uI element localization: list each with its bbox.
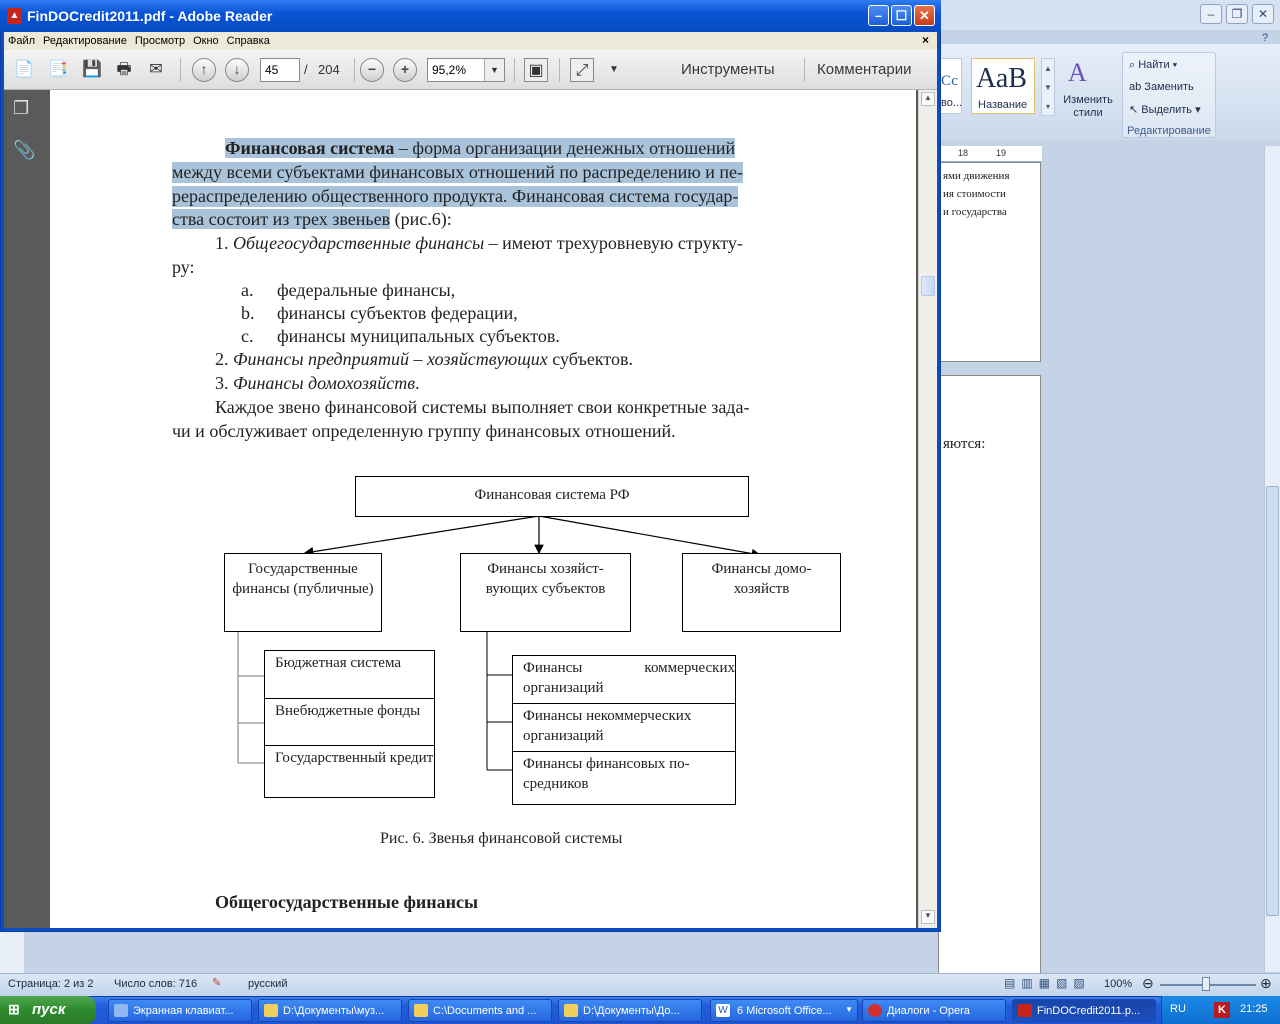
status-language[interactable]: русский <box>248 978 288 990</box>
start-label: пуск <box>32 1001 66 1018</box>
zoom-value: 95,2% <box>432 63 467 77</box>
ruler-mark: 19 <box>996 148 1007 158</box>
diagram-node-intermediaries: Финансы финансовых по-средников <box>512 751 736 805</box>
taskbar-item-label: FinDOCredit2011.p... <box>1037 1005 1141 1017</box>
scroll-up-button[interactable]: ▲ <box>921 92 935 106</box>
pages-panel-icon[interactable]: ❐ <box>13 98 30 118</box>
taskbar-item[interactable] <box>558 999 702 1022</box>
word-document-page[interactable] <box>938 375 1041 975</box>
antivirus-icon[interactable]: K <box>1214 1002 1230 1018</box>
edit-pdf-icon[interactable]: 📑 <box>48 61 68 78</box>
zoom-slider-thumb[interactable] <box>1202 977 1210 991</box>
pdf-vertical-scrollbar[interactable] <box>918 90 937 928</box>
adobe-menubar <box>4 32 937 50</box>
status-zoom-level[interactable]: 100% <box>1104 978 1133 990</box>
taskbar-item-label: Экранная клавиат... <box>133 1005 234 1017</box>
taskbar-item-label: C:\Documents and ... <box>433 1005 537 1017</box>
clock[interactable]: 21:25 <box>1240 1003 1268 1015</box>
status-word-count[interactable]: Число слов: 716 <box>114 978 198 990</box>
zoom-in-button[interactable]: + <box>393 58 417 82</box>
diagram-node-household-finance: Финансы домо-хозяйств <box>682 553 841 632</box>
previous-page-button[interactable]: ↑ <box>192 58 216 82</box>
toolbar-separator <box>559 58 560 82</box>
doc-text-line: ями движения <box>943 170 1010 182</box>
style-gallery-scroll[interactable]: ▲ ▼ ▾ <box>1041 58 1055 116</box>
toolbar-separator <box>180 58 181 82</box>
change-styles-icon: A <box>1068 58 1087 87</box>
zoom-out-icon[interactable]: ⊖ <box>1142 975 1154 991</box>
fit-page-icon[interactable]: ▣ <box>524 58 548 82</box>
word-status-bar <box>0 973 1280 996</box>
pdf-icon <box>1018 1004 1032 1017</box>
minimize-button[interactable]: – <box>868 5 889 26</box>
editing-group <box>1122 52 1216 138</box>
save-icon[interactable]: 💾 <box>82 61 102 78</box>
style-sample-text: Сс <box>941 73 958 89</box>
editing-group-label: Редактирование <box>1127 125 1211 137</box>
folder-icon <box>414 1004 428 1017</box>
adobe-titlebar <box>0 0 941 32</box>
word-document-page[interactable] <box>938 162 1041 362</box>
diagram-root-box: Финансовая система РФ <box>355 476 749 517</box>
diagram-connectors <box>50 90 916 850</box>
scroll-down-button[interactable]: ▼ <box>921 910 935 924</box>
create-pdf-icon[interactable]: 📄 <box>14 61 34 78</box>
taskbar-item[interactable] <box>862 999 1006 1022</box>
fullscreen-icon[interactable]: ⤢ <box>570 58 594 82</box>
select-button[interactable]: ↖ Выделить ▾ <box>1129 104 1201 116</box>
opera-icon <box>868 1004 882 1017</box>
window-title: FinDOCredit2011.pdf - Adobe Reader <box>27 8 273 24</box>
pdf-text-line: Каждое звено финансовой системы выполняет свои конкретные зада- <box>215 397 750 417</box>
style-sample-text: АаВ <box>976 63 1027 94</box>
next-page-button[interactable]: ↓ <box>225 58 249 82</box>
list-text: . <box>415 373 420 393</box>
find-label: Найти <box>1138 59 1170 71</box>
taskbar-item[interactable] <box>408 999 552 1022</box>
toolbar-more-icon[interactable]: ▼ <box>609 64 619 75</box>
menu-window[interactable]: Окно <box>193 35 219 47</box>
taskbar-group-office[interactable] <box>710 999 858 1022</box>
scroll-thumb[interactable] <box>921 276 935 296</box>
pdf-text-line: чи и обслуживает определенную группу финансовых отношений. <box>172 421 676 441</box>
taskbar-item-label: 6 Microsoft Office... <box>737 1005 832 1017</box>
select-label: Выделить <box>1141 104 1193 116</box>
doc-text-line: ия стоимости <box>943 188 1006 200</box>
style-label: во... <box>941 97 963 109</box>
doc-text-line: и государства <box>943 206 1007 218</box>
taskbar-item-label: D:\Документы\муз... <box>283 1005 385 1017</box>
sublist-item: финансы муниципальных субъектов. <box>277 326 560 346</box>
taskbar-item-active[interactable] <box>1012 999 1156 1022</box>
menu-file[interactable]: Файл <box>8 35 36 47</box>
taskbar-item-label: Диалоги - Opera <box>887 1005 970 1017</box>
menu-view[interactable]: Просмотр <box>134 35 186 47</box>
chevron-down-icon: ▼ <box>845 1005 853 1014</box>
style-label: Название <box>978 99 1028 111</box>
page-separator: / <box>304 62 308 77</box>
list-term: Общегосударственные финансы <box>233 233 485 253</box>
status-page[interactable]: Страница: 2 из 2 <box>8 978 94 990</box>
style-title-item[interactable] <box>971 58 1035 114</box>
ruler-mark: 18 <box>958 148 969 158</box>
word-icon: W <box>716 1004 730 1017</box>
diagram-node-noncommercial: Финансы некоммерческих организаций <box>512 703 736 752</box>
list-term: Финансы домохозяйств <box>233 373 416 393</box>
list-text: субъектов. <box>547 349 633 369</box>
close-button[interactable]: ✕ <box>914 5 935 26</box>
doc-text-line: яются: <box>943 436 986 452</box>
navigation-pane <box>4 90 46 928</box>
section-heading: Общегосударственные финансы <box>215 892 479 912</box>
comments-button[interactable]: Комментарии <box>817 61 912 78</box>
tools-button[interactable]: Инструменты <box>681 61 775 78</box>
figure-caption: Рис. 6. Звенья финансовой системы <box>380 830 623 847</box>
word-help-icon[interactable]: ? <box>1262 32 1269 44</box>
zoom-in-icon[interactable]: ⊕ <box>1260 975 1272 991</box>
word-horizontal-ruler <box>938 146 1042 162</box>
language-indicator[interactable]: RU <box>1170 1003 1186 1015</box>
change-styles-button[interactable]: Изменить стили <box>1063 94 1113 119</box>
word-close-button[interactable]: ✕ <box>1252 4 1274 24</box>
diagram-node-budget: Бюджетная система <box>264 650 435 699</box>
list-term: Финансы предприятий – хозяйствующих <box>233 349 548 369</box>
toolbar-separator <box>804 58 805 82</box>
pdf-app-icon: ▲ <box>7 8 22 24</box>
print-icon[interactable]: 🖶 <box>116 61 132 78</box>
attachments-icon[interactable]: 📎 <box>13 140 36 160</box>
folder-icon <box>564 1004 578 1017</box>
zoom-out-button[interactable]: − <box>360 58 384 82</box>
chevron-down-icon[interactable]: ▼ <box>484 59 504 81</box>
replace-label: Заменить <box>1144 81 1194 93</box>
adobe-toolbar <box>4 50 937 90</box>
word-vertical-ruler <box>0 930 24 975</box>
menu-edit[interactable]: Редактирование <box>43 35 127 47</box>
menubar-close-icon[interactable]: × <box>922 33 930 47</box>
diagram-node-commercial: Финансы коммерческих организаций <box>512 655 736 704</box>
style-gallery-item[interactable] <box>938 58 962 114</box>
diagram-node-business-finance: Финансы хозяйст-вующих субъектов <box>460 553 631 632</box>
plain-text: (рис.6): <box>390 209 452 229</box>
selected-text: – форма организации денежных отношений <box>394 138 736 158</box>
diagram-node-offbudget: Внебюджетные фонды <box>264 698 435 747</box>
sublist-letter: a. <box>241 280 254 300</box>
start-button[interactable] <box>0 996 96 1024</box>
word-minimize-button[interactable]: – <box>1200 4 1222 24</box>
keyboard-icon <box>114 1004 128 1017</box>
pdf-text-line: ру: <box>172 257 195 277</box>
taskbar-item-label: D:\Документы\До... <box>583 1005 680 1017</box>
diagram-node-state-credit: Государственный кредит <box>264 745 435 798</box>
sublist-item: федеральные финансы, <box>277 280 456 300</box>
sublist-letter: b. <box>241 303 255 323</box>
pdf-text-line: между всеми субъектами финансовых отношений по распределению и пе- <box>172 162 743 182</box>
toolbar-separator <box>514 58 515 82</box>
word-titlebar <box>938 0 1280 30</box>
menu-help[interactable]: Справка <box>226 35 270 47</box>
toolbar-separator <box>354 58 355 82</box>
email-icon[interactable]: ✉ <box>149 61 163 78</box>
maximize-button[interactable]: ☐ <box>891 5 912 26</box>
list-text: – имеют трехуровневую структу- <box>484 233 743 253</box>
windows-logo-icon: ⊞ <box>8 1001 20 1017</box>
sublist-letter: c. <box>241 326 254 346</box>
list-number: 1. <box>215 233 229 253</box>
page-number-input[interactable] <box>260 58 300 82</box>
list-number: 2. <box>215 349 229 369</box>
diagram-node-public-finance: Государственные финансы (публичные) <box>224 553 382 632</box>
pdf-page[interactable] <box>50 90 916 928</box>
folder-icon <box>264 1004 278 1017</box>
term-bold: Финансовая система <box>225 138 395 158</box>
taskbar-item[interactable] <box>108 999 252 1022</box>
pdf-text-line: рераспределению общественного продукта. Финансовая система государ- <box>172 186 739 206</box>
word-vertical-scrollbar[interactable] <box>1264 146 1280 972</box>
list-number: 3. <box>215 373 229 393</box>
word-restore-button[interactable]: ❐ <box>1226 4 1248 24</box>
selected-text: ства состоит из трех звеньев <box>172 209 391 229</box>
view-buttons[interactable]: ▤▥▦▧▨ <box>1004 976 1091 990</box>
taskbar-item[interactable] <box>258 999 402 1022</box>
zoom-select[interactable] <box>427 58 505 82</box>
sublist-item: финансы субъектов федерации, <box>277 303 518 323</box>
word-ribbon <box>938 44 1280 140</box>
word-scroll-thumb[interactable] <box>1266 486 1279 916</box>
page-total: 204 <box>318 62 340 77</box>
spellcheck-icon[interactable]: ✎ <box>212 977 222 989</box>
system-tray <box>1161 996 1280 1024</box>
replace-button[interactable]: ab Заменить <box>1129 81 1194 93</box>
find-button[interactable]: ⌕ Найти ▾ <box>1129 59 1178 71</box>
